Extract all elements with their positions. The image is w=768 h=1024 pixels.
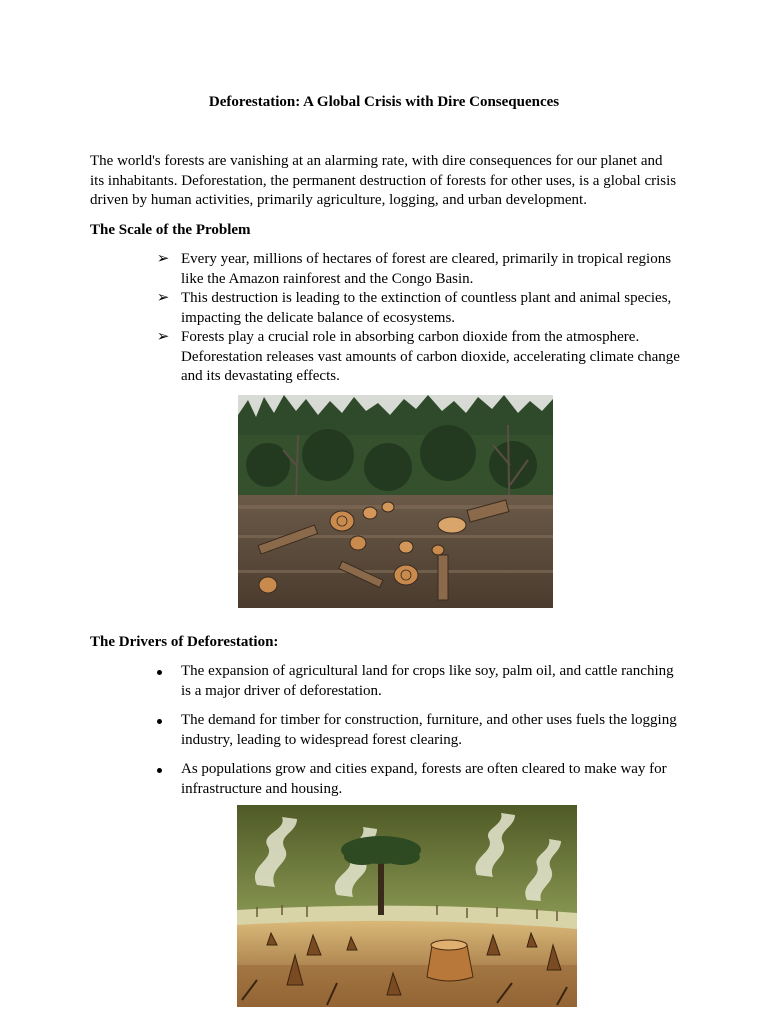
- document-title: Deforestation: A Global Crisis with Dire Consequences: [208, 94, 560, 110]
- list-item: [90, 328, 680, 387]
- dot-bullet-icon: [157, 768, 162, 773]
- list-item: [90, 289, 680, 328]
- arrow-bullet-icon: ➢: [156, 251, 170, 267]
- list-item-text: The demand for timber for construction, furniture, and other uses fuels the logging industry, leading to widespread forest clearing.: [181, 712, 677, 748]
- list-item: [90, 760, 680, 799]
- section-heading-drivers: The Drivers of Deforestation:: [90, 634, 279, 650]
- list-item: [90, 662, 680, 701]
- dot-bullet-icon: [157, 670, 162, 675]
- list-item-text: This destruction is leading to the extinction of countless plant and animal species, impacting the delicate balance of ecosystems.: [181, 290, 672, 326]
- deforestation-illustration: [237, 805, 577, 1007]
- cut-forest-photo: [238, 395, 553, 608]
- list-item: [90, 711, 680, 750]
- list-item-text: As populations grow and cities expand, forests are often cleared to make way for infrastructure and housing.: [181, 761, 667, 797]
- drivers-bullet-list: [90, 662, 680, 809]
- list-item-text: Forests play a crucial role in absorbing carbon dioxide from the atmosphere. Deforestation releases vast amounts of carbon dioxide, accelerating climate change and its devastating effects.: [181, 329, 680, 384]
- arrow-bullet-icon: ➢: [156, 329, 170, 345]
- list-item-text: Every year, millions of hectares of forest are cleared, primarily in tropical regions like the Amazon rainforest and the Congo Basin.: [181, 251, 672, 287]
- scale-bullet-list: [90, 250, 680, 387]
- intro-paragraph: The world's forests are vanishing at an alarming rate, with dire consequences for our planet and its inhabitants. Deforestation, the permanent destruction of forests for other uses, is a global crisis driven by human activities, primarily agriculture, logging, and urban development.: [90, 153, 677, 208]
- dot-bullet-icon: [157, 719, 162, 724]
- section-heading-scale: The Scale of the Problem: [90, 222, 251, 238]
- list-item-text: The expansion of agricultural land for crops like soy, palm oil, and cattle ranching is a major driver of deforestation.: [181, 663, 674, 699]
- list-item: [90, 250, 680, 289]
- arrow-bullet-icon: ➢: [156, 290, 170, 306]
